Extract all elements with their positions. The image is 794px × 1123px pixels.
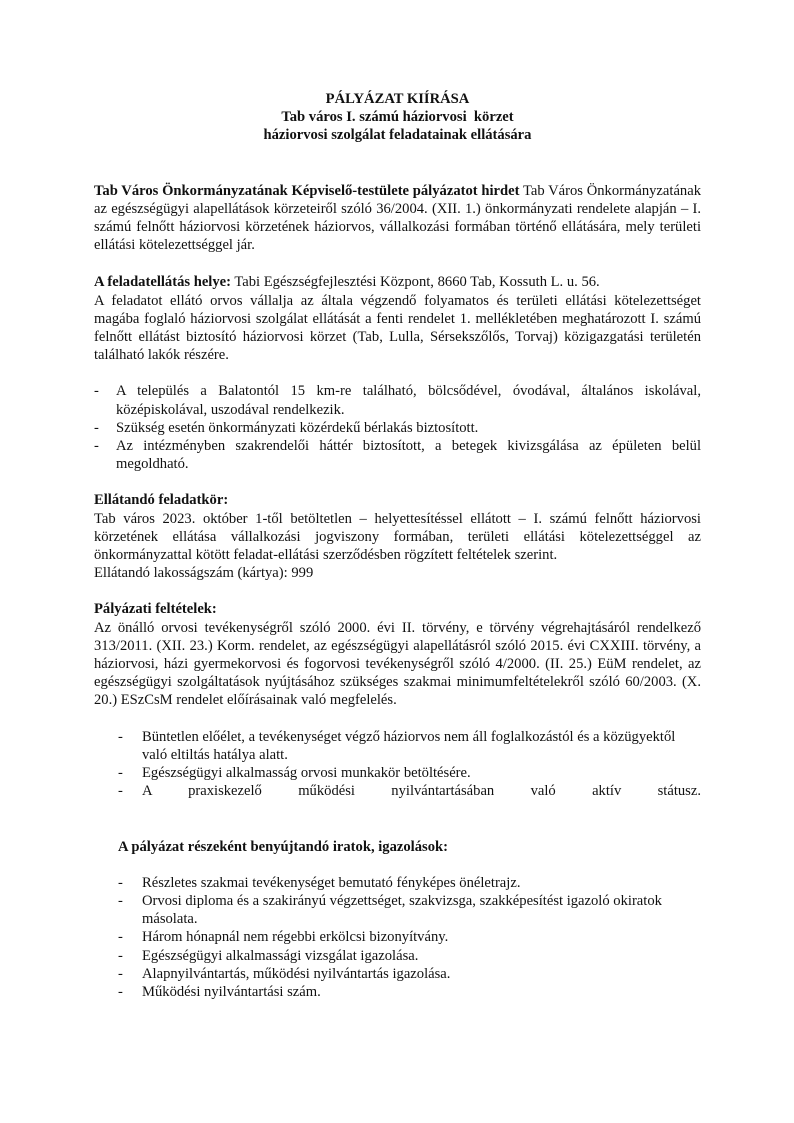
conditions-text: Az önálló orvosi tevékenységről szóló 2000. évi II. törvény, e törvény végrehajtásáról rendelkező 313/2011. (XII. 23.) Korm. rendelet, az egészségügyi alapellátásról szóló 2015. évi CXXIII. törvény, a háziorvosi, házi gyermekorvosi és fogorvosi tevékenységről szóló 4/2000. (II. 25.) EüM rendelet, az egészségügyi szolgáltatások nyújtásához szükséges szakmai minimumfeltételekről szóló 60/2003. (X. 20.) ESzCsM rendelet előírásainak való megfelelés. [94, 619, 701, 709]
list-item: - Részletes szakmai tevékenységet bemutató fényképes önéletrajz. [94, 874, 701, 892]
facts-list [94, 382, 701, 473]
title-line-3: háziorvosi szolgálat feladatainak ellátására [263, 127, 532, 144]
list-item: - Büntetlen előélet, a tevékenységet végző háziorvos nem áll foglalkozástól és a közügyektől való eltiltás hatálya alatt. [94, 728, 701, 764]
list-item: - Szükség esetén önkormányzati közérdekű bérlakás biztosított. [94, 419, 701, 437]
intro-paragraph [94, 182, 701, 255]
conditions-list [94, 728, 701, 801]
list-item: - A település a Balatontól 15 km-re található, bölcsődével, óvodával, általános iskolával, középiskolával, uszodával rendelkezik. [94, 382, 701, 418]
document-page [94, 90, 701, 1001]
location-text: A feladatot ellátó orvos vállalja az általa végzendő folyamatos és területi ellátási kötelezettséget magába foglaló háziorvosi szolgálat ellátását a fenti rendelet 1. mellékletében meghatározott I. számú felnőtt ellátást biztosító háziorvosi körzet (Tab, Lulla, Sérsekszőlős, Torvaj) közigazgatási területén található lakók részére. [94, 292, 701, 364]
duties-text: Tab város 2023. október 1-től betöltetlen – helyettesítéssel ellátott – I. számú felnőtt háziorvosi körzetének ellátása vállalkozási jogviszony formában, területi ellátási kötelezettséggel az önkormányzattal kötött feladat-ellátási szerződésben rögzített feltételek szerint. [94, 510, 701, 564]
list-item: - Alapnyilvántartás, működési nyilvántartás igazolása. [94, 965, 701, 983]
document-title [94, 90, 701, 145]
list-item: - Egészségügyi alkalmassági vizsgálat igazolása. [94, 947, 701, 965]
conditions-heading: Pályázati feltételek: [94, 601, 217, 618]
list-item: - Az intézményben szakrendelői háttér biztosított, a betegek kivizsgálása az épületen belül megoldható. [94, 437, 701, 473]
documents-heading: A pályázat részeként benyújtandó iratok, igazolások: [118, 838, 448, 855]
documents-list [94, 874, 701, 1001]
list-item: - Működési nyilvántartási szám. [94, 983, 701, 1001]
duties-heading: Ellátandó feladatkör: [94, 492, 229, 509]
location-value: Tabi Egészségfejlesztési Központ, 8660 Tab, Kossuth L. u. 56. [231, 274, 600, 291]
list-item: - Egészségügyi alkalmasság orvosi munkakör betöltésére. [94, 764, 701, 782]
duties-population: Ellátandó lakosságszám (kártya): 999 [94, 565, 314, 582]
list-item: - Három hónapnál nem régebbi erkölcsi bizonyítvány. [94, 928, 701, 946]
location-label: A feladatellátás helye: [94, 274, 231, 291]
intro-bold: Tab Város Önkormányzatának Képviselő-testülete pályázatot hirdet [94, 182, 520, 199]
title-line-2: Tab város I. számú háziorvosi körzet [281, 109, 514, 126]
list-item: - Orvosi diploma és a szakirányú végzettséget, szakvizsga, szakképesítést igazoló okiratok másolata. [94, 892, 701, 928]
title-line-1: PÁLYÁZAT KIÍRÁSA [325, 91, 470, 107]
list-item: - A praxiskezelő működési nyilvántartásában való aktív státusz. [94, 782, 701, 800]
intro-text: Tab Város Önkormányzatának az egészségügyi alapellátások körzeteiről szóló 36/2004. (XII. 1.) önkormányzati rendelete alapján – I. számú felnőtt háziorvosi körzetének háziorvos, vállalkozási formában történő ellátására, mely területi ellátási kötelezettséggel jár. [94, 182, 701, 254]
location-paragraph [94, 273, 701, 291]
